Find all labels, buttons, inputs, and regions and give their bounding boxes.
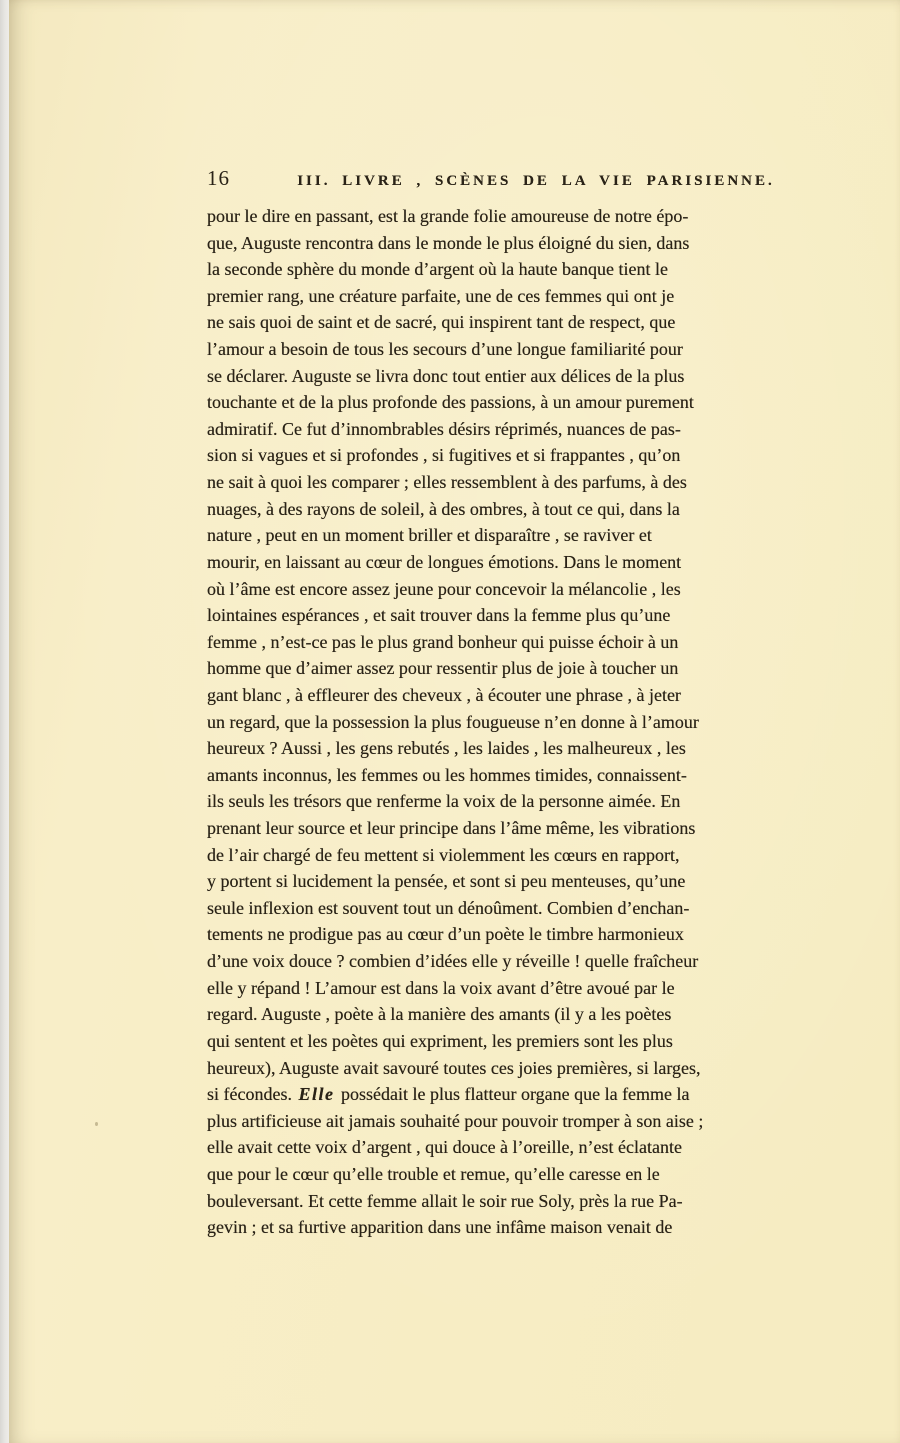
text-line: nature , peut en un moment briller et disparaître , se raviver et xyxy=(207,525,652,546)
text-line: heureux), Auguste avait savouré toutes ces joies premières, si larges, xyxy=(207,1057,701,1078)
text-line: elle y répand ! L’amour est dans la voix avant d’être avoué par le xyxy=(207,977,675,998)
text-line: lointaines espérances , et sait trouver dans la femme plus qu’une xyxy=(207,605,671,626)
text-line: femme , n’est-ce pas le plus grand bonheur qui puisse échoir à un xyxy=(207,631,679,652)
text-line: homme que d’aimer assez pour ressentir plus de joie à toucher un xyxy=(207,658,679,679)
italic-word: Elle xyxy=(298,1084,335,1105)
page-header xyxy=(207,166,815,191)
text-line: touchante et de la plus profonde des passions, à un amour purement xyxy=(207,392,694,413)
text-line: plus artificieuse ait jamais souhaité pour pouvoir tromper à son aise ; xyxy=(207,1110,704,1131)
text-line: premier rang, une créature parfaite, une de ces femmes qui ont je xyxy=(207,285,675,306)
text-line: où l’âme est encore assez jeune pour concevoir la mélancolie , les xyxy=(207,578,681,599)
text-line: se déclarer. Auguste se livra donc tout entier aux délices de la plus xyxy=(207,365,685,386)
text-line: elle avait cette voix d’argent , qui douce à l’oreille, n’est éclatante xyxy=(207,1137,682,1158)
running-title: III. LIVRE , SCÈNES DE LA VIE PARISIENNE. xyxy=(297,173,775,189)
scanner-edge-strip xyxy=(0,0,9,1443)
text-segment: possédait le plus flatteur organe que la femme la xyxy=(336,1084,690,1105)
text-line: tements ne prodigue pas au cœur d’un poète le timbre harmonieux xyxy=(207,924,684,945)
text-line: d’une voix douce ? combien d’idées elle y réveille ! quelle fraîcheur xyxy=(207,951,699,972)
text-line: gevin ; et sa furtive apparition dans une infâme maison venait de xyxy=(207,1217,673,1238)
text-line: que, Auguste rencontra dans le monde le plus éloigné du sien, dans xyxy=(207,232,690,253)
text-line: qui sentent et les poètes qui expriment, les premiers sont les plus xyxy=(207,1030,673,1051)
book-page-paper xyxy=(9,0,900,1443)
text-line: ne sais quoi de saint et de sacré, qui inspirent tant de respect, que xyxy=(207,312,676,333)
text-line: regard. Auguste , poète à la manière des amants (il y a les poètes xyxy=(207,1004,672,1025)
paper-fleck xyxy=(95,1122,98,1126)
text-line: de l’air chargé de feu mettent si violemment les cœurs en rapport, xyxy=(207,844,680,865)
text-line: seule inflexion est souvent tout un dénoûment. Combien d’enchan- xyxy=(207,897,690,918)
text-line: y portent si lucidement la pensée, et sont si peu menteuses, qu’une xyxy=(207,871,686,892)
text-line: sion si vagues et si profondes , si fugitives et si frappantes , qu’on xyxy=(207,445,681,466)
text-line: amants inconnus, les femmes ou les hommes timides, connaissent- xyxy=(207,764,687,785)
text-line: pour le dire en passant, est la grande folie amoureuse de notre épo- xyxy=(207,206,689,226)
text-line: gant blanc , à effleurer des cheveux , à écouter une phrase , à jeter xyxy=(207,684,681,705)
text-line: heureux ? Aussi , les gens rebutés , les laides , les malheureux , les xyxy=(207,738,686,759)
body-text xyxy=(207,203,816,1241)
text-line: que pour le cœur qu’elle trouble et remue, qu’elle caresse en le xyxy=(207,1163,660,1184)
text-line: la seconde sphère du monde d’argent où la haute banque tient le xyxy=(207,259,669,280)
page-number: 16 xyxy=(207,166,230,190)
text-line: admiratif. Ce fut d’innombrables désirs réprimés, nuances de pas- xyxy=(207,418,681,439)
text-line: nuages, à des rayons de soleil, à des ombres, à tout ce qui, dans la xyxy=(207,498,680,519)
text-line: prenant leur source et leur principe dans l’âme même, les vibrations xyxy=(207,818,696,839)
text-line: bouleversant. Et cette femme allait le soir rue Soly, près la rue Pa- xyxy=(207,1190,683,1211)
text-line: l’amour a besoin de tous les secours d’une longue familiarité pour xyxy=(207,339,683,360)
text-line: un regard, que la possession la plus fougueuse n’en donne à l’amour xyxy=(207,711,699,732)
text-line: ils seuls les trésors que renferme la voix de la personne aimée. En xyxy=(207,791,681,812)
text-line xyxy=(207,1081,816,1108)
text-line: ne sait à quoi les comparer ; elles ressemblent à des parfums, à des xyxy=(207,472,687,493)
text-segment: si fécondes. xyxy=(207,1084,297,1105)
text-line: mourir, en laissant au cœur de longues émotions. Dans le moment xyxy=(207,551,682,572)
